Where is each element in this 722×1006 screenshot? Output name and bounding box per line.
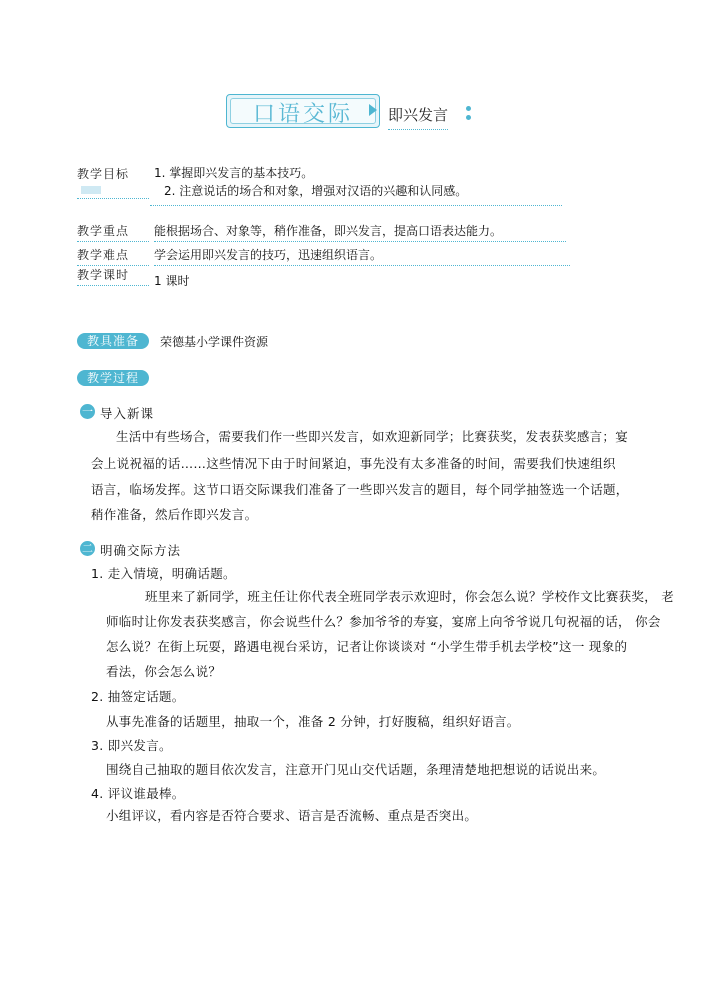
- paragraph-line: 语言，临场发挥。这节口语交际课我们准备了一些即兴发言的题目，每个同学抽签选一个话题，: [91, 482, 629, 497]
- arrow-right-icon: [369, 104, 377, 116]
- paragraph-line: 看法，你会怎么说？: [106, 664, 222, 679]
- goal-label: 教学目标: [77, 165, 149, 199]
- step-title: 1. 走入情境，明确话题。: [91, 566, 236, 581]
- paragraph-line: 怎么说？在街上玩耍，路遇电视台采访，记者让你谈谈对 “小学生带手机去学校”这一 现象的: [106, 639, 628, 654]
- lesson-banner: [226, 94, 380, 128]
- paragraph-line: 围绕自己抽取的题目依次发言，注意开门见山交代话题，条理清楚地把想说的话说出来。: [106, 762, 606, 777]
- decorative-dots-icon: [466, 104, 472, 122]
- hours-text: 1 课时: [154, 274, 190, 288]
- banner-title: 口语交际: [252, 102, 353, 127]
- key-text: 能根据场合、对象等，稍作准备，即兴发言，提高口语表达能力。: [154, 222, 566, 242]
- paragraph-line: 班里来了新同学，班主任让你代表全班同学表示欢迎时，你会怎么说？学校作文比赛获奖， 老: [145, 589, 675, 604]
- step-title: 3. 即兴发言。: [91, 738, 172, 753]
- paragraph-line: 生活中有些场合，需要我们作一些即兴发言，如欢迎新同学；比赛获奖，发表获奖感言；宴: [116, 429, 629, 444]
- goal-item-1: 1. 掌握即兴发言的基本技巧。: [154, 166, 314, 180]
- difficulty-label: 教学难点: [77, 246, 149, 266]
- paragraph-line: 稍作准备，然后作即兴发言。: [91, 507, 258, 522]
- difficulty-text: 学会运用即兴发言的技巧，迅速组织语言。: [154, 246, 570, 266]
- section-title: 导入新课: [100, 406, 155, 421]
- paragraph-line: 小组评议，看内容是否符合要求、语言是否流畅、重点是否突出。: [106, 808, 478, 823]
- process-pill: 教学过程: [77, 370, 149, 386]
- prep-pill: 教具准备: [77, 333, 149, 349]
- paragraph-line: 会上说祝福的话……这些情况下由于时间紧迫，事先没有太多准备的时间，需要我们快速组织: [91, 456, 616, 471]
- step-title: 4. 评议谁最棒。: [91, 786, 185, 801]
- section-number-badge: 二: [82, 542, 93, 555]
- lesson-subtitle: 即兴发言: [388, 104, 448, 130]
- section-number-badge: 一: [82, 405, 93, 418]
- prep-text: 荣德基小学课件资源: [160, 335, 269, 349]
- section-title: 明确交际方法: [100, 543, 182, 558]
- key-label: 教学重点: [77, 222, 149, 242]
- paragraph-line: 师临时让你发表获奖感言，你会说些什么？参加爷爷的寿宴，宴席上向爷爷说几句祝福的话， 你会: [106, 614, 661, 629]
- divider: [150, 205, 562, 206]
- hours-label: 教学课时: [77, 266, 149, 286]
- step-title: 2. 抽签定话题。: [91, 689, 185, 704]
- paragraph-line: 从事先准备的话题里，抽取一个，准备 2 分钟，打好腹稿，组织好语言。: [106, 714, 520, 729]
- goal-item-2: 2. 注意说话的场合和对象，增强对汉语的兴趣和认同感。: [164, 184, 468, 198]
